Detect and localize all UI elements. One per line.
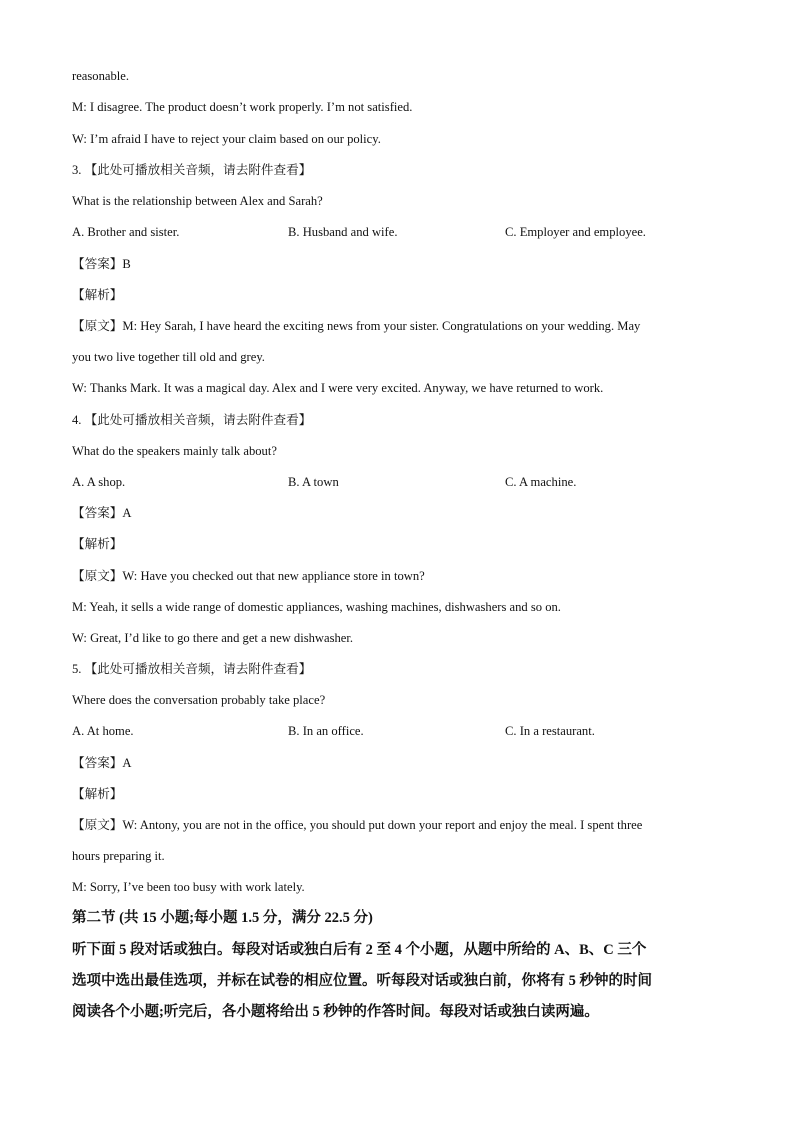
- q3-option-c: C. Employer and employee.: [505, 225, 646, 239]
- q5-audio-prompt: 5. 【此处可播放相关音频，请去附件查看】: [72, 662, 312, 676]
- q5-transcript-line: M: Sorry, I’ve been too busy with work lately.: [72, 880, 305, 894]
- q4-option-a: A. A shop.: [72, 475, 126, 489]
- q3-option-b: B. Husband and wife.: [288, 225, 398, 239]
- text-line: M: I disagree. The product doesn’t work properly. I’m not satisfied.: [72, 100, 413, 114]
- q5-analysis: 【解析】: [72, 787, 123, 801]
- q4-answer: 【答案】A: [72, 506, 132, 520]
- q3-audio-prompt: 3. 【此处可播放相关音频，请去附件查看】: [72, 163, 312, 177]
- q4-question: What do the speakers mainly talk about?: [72, 444, 277, 458]
- q4-transcript-line: 【原文】W: Have you checked out that new appliance store in town?: [72, 569, 425, 583]
- q5-option-a: A. At home.: [72, 724, 134, 738]
- q3-analysis: 【解析】: [72, 288, 123, 302]
- q4-option-c: C. A machine.: [505, 475, 577, 489]
- section-instructions-line: 听下面 5 段对话或独白。每段对话或独白后有 2 至 4 个小题，从题中所给的 A、B、C 三个: [72, 942, 647, 958]
- q5-transcript-line: hours preparing it.: [72, 849, 165, 863]
- q4-transcript-line: M: Yeah, it sells a wide range of domestic appliances, washing machines, dishwashers and so on.: [72, 600, 561, 614]
- q3-question: What is the relationship between Alex and Sarah?: [72, 194, 323, 208]
- q4-audio-prompt: 4. 【此处可播放相关音频，请去附件查看】: [72, 413, 312, 427]
- section-heading: 第二节 (共 15 小题;每小题 1.5 分，满分 22.5 分): [72, 910, 373, 926]
- text-line: reasonable.: [72, 69, 129, 83]
- q4-option-b: B. A town: [288, 475, 339, 489]
- q5-question: Where does the conversation probably take place?: [72, 693, 326, 707]
- q5-transcript-line: 【原文】W: Antony, you are not in the office, you should put down your report and enjoy the meal. I spent three: [72, 818, 643, 832]
- q5-answer: 【答案】A: [72, 756, 132, 770]
- q3-option-a: A. Brother and sister.: [72, 225, 180, 239]
- q4-transcript-line: W: Great, I’d like to go there and get a new dishwasher.: [72, 631, 354, 645]
- q3-answer: 【答案】B: [72, 257, 131, 271]
- text-line: W: I’m afraid I have to reject your claim based on our policy.: [72, 132, 381, 146]
- q4-analysis: 【解析】: [72, 537, 123, 551]
- q3-transcript-line: you two live together till old and grey.: [72, 350, 265, 364]
- section-instructions-line: 选项中选出最佳选项，并标在试卷的相应位置。听每段对话或独白前，你将有 5 秒钟的时间: [72, 973, 652, 989]
- q5-option-c: C. In a restaurant.: [505, 724, 595, 738]
- q3-transcript-line: W: Thanks Mark. It was a magical day. Alex and I were very excited. Anyway, we have returned to work.: [72, 381, 604, 395]
- q3-transcript-line: 【原文】M: Hey Sarah, I have heard the exciting news from your sister. Congratulations on your wedding. May: [72, 319, 641, 333]
- q5-option-b: B. In an office.: [288, 724, 364, 738]
- section-instructions-line: 阅读各个小题;听完后，各小题将给出 5 秒钟的作答时间。每段对话或独白读两遍。: [72, 1004, 599, 1020]
